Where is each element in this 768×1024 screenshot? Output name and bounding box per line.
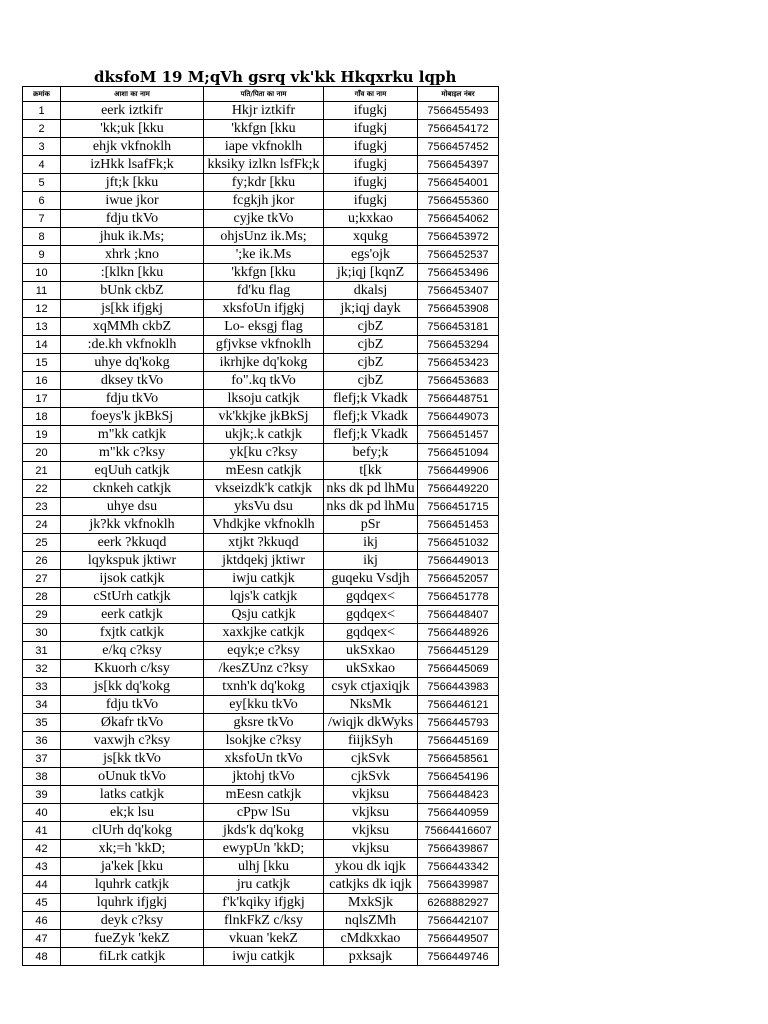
asha-name-cell: lqykspuk jktiwr	[61, 552, 204, 570]
village-name-cell: ikj	[324, 552, 418, 570]
serial-number-cell: 11	[23, 282, 61, 300]
village-name-cell: fiijkSyh	[324, 732, 418, 750]
table-row	[23, 750, 499, 768]
mobile-number-cell: 7566448423	[418, 786, 499, 804]
table-row	[23, 912, 499, 930]
serial-number-cell: 27	[23, 570, 61, 588]
table-row	[23, 498, 499, 516]
husband-father-name-cell: Vhdkjke vkfnoklh	[204, 516, 324, 534]
asha-name-cell: fxjtk catkjk	[61, 624, 204, 642]
serial-number-cell: 44	[23, 876, 61, 894]
husband-father-name-cell: vk'kkjke jkBkSj	[204, 408, 324, 426]
table-row	[23, 876, 499, 894]
mobile-number-cell: 7566449746	[418, 948, 499, 966]
village-name-cell: cjkSvk	[324, 750, 418, 768]
serial-number-cell: 45	[23, 894, 61, 912]
village-name-cell: cjbZ	[324, 336, 418, 354]
husband-father-name-cell: cyjke tkVo	[204, 210, 324, 228]
table-row	[23, 462, 499, 480]
table-row	[23, 210, 499, 228]
serial-number-cell: 8	[23, 228, 61, 246]
mobile-number-cell: 7566453407	[418, 282, 499, 300]
serial-number-cell: 35	[23, 714, 61, 732]
village-name-cell: flefj;k Vkadk	[324, 426, 418, 444]
serial-number-cell: 10	[23, 264, 61, 282]
mobile-number-cell: 7566454172	[418, 120, 499, 138]
village-name-cell: cjbZ	[324, 354, 418, 372]
village-name-cell: catkjks dk iqjk	[324, 876, 418, 894]
mobile-number-cell: 7566446121	[418, 696, 499, 714]
asha-name-cell: jhuk ik.Ms;	[61, 228, 204, 246]
husband-father-name-cell: ';ke ik.Ms	[204, 246, 324, 264]
asha-name-cell: latks catkjk	[61, 786, 204, 804]
serial-number-cell: 21	[23, 462, 61, 480]
village-name-cell: ikj	[324, 534, 418, 552]
asha-name-cell: ek;k lsu	[61, 804, 204, 822]
mobile-number-cell: 7566451094	[418, 444, 499, 462]
mobile-number-cell: 7566453423	[418, 354, 499, 372]
table-row	[23, 174, 499, 192]
village-name-cell: ukSxkao	[324, 642, 418, 660]
asha-name-cell: fdju tkVo	[61, 390, 204, 408]
serial-number-cell: 32	[23, 660, 61, 678]
serial-number-cell: 2	[23, 120, 61, 138]
mobile-number-cell: 7566457452	[418, 138, 499, 156]
mobile-number-cell: 7566452537	[418, 246, 499, 264]
mobile-number-cell: 7566454001	[418, 174, 499, 192]
asha-name-cell: bUnk ckbZ	[61, 282, 204, 300]
table-row	[23, 282, 499, 300]
asha-name-cell: cknkeh catkjk	[61, 480, 204, 498]
village-name-cell: nqlsZMh	[324, 912, 418, 930]
mobile-number-cell: 7566453972	[418, 228, 499, 246]
serial-number-cell: 14	[23, 336, 61, 354]
village-name-cell: cjbZ	[324, 318, 418, 336]
table-row	[23, 804, 499, 822]
serial-number-cell: 38	[23, 768, 61, 786]
mobile-number-cell: 7566453294	[418, 336, 499, 354]
husband-father-name-cell: xaxkjke catkjk	[204, 624, 324, 642]
serial-number-cell: 18	[23, 408, 61, 426]
village-name-cell: csyk ctjaxiqjk	[324, 678, 418, 696]
serial-number-cell: 25	[23, 534, 61, 552]
table-row	[23, 786, 499, 804]
serial-number-cell: 29	[23, 606, 61, 624]
serial-number-cell: 19	[23, 426, 61, 444]
table-row	[23, 372, 499, 390]
table-row	[23, 714, 499, 732]
asha-name-cell: eqUuh catkjk	[61, 462, 204, 480]
asha-name-cell: uhye dq'kokg	[61, 354, 204, 372]
asha-name-cell: eerk iztkifr	[61, 102, 204, 120]
serial-number-cell: 9	[23, 246, 61, 264]
table-row	[23, 696, 499, 714]
husband-father-name-cell: lsokjke c?ksy	[204, 732, 324, 750]
village-name-cell: nks dk pd lhMu	[324, 498, 418, 516]
table-row	[23, 444, 499, 462]
mobile-number-cell: 7566455360	[418, 192, 499, 210]
header-village-name: गाँव का नाम	[324, 87, 418, 102]
table-row	[23, 660, 499, 678]
serial-number-cell: 43	[23, 858, 61, 876]
village-name-cell: flefj;k Vkadk	[324, 390, 418, 408]
mobile-number-cell: 7566448751	[418, 390, 499, 408]
asha-name-cell: fueZyk 'kekZ	[61, 930, 204, 948]
mobile-number-cell: 7566453496	[418, 264, 499, 282]
husband-father-name-cell: ukjk;.k catkjk	[204, 426, 324, 444]
husband-father-name-cell: vkseizdk'k catkjk	[204, 480, 324, 498]
mobile-number-cell: 7566445069	[418, 660, 499, 678]
village-name-cell: vkjksu	[324, 840, 418, 858]
mobile-number-cell: 7566454397	[418, 156, 499, 174]
table-row	[23, 732, 499, 750]
table-row	[23, 336, 499, 354]
asha-name-cell: foeys'k jkBkSj	[61, 408, 204, 426]
village-name-cell: ukSxkao	[324, 660, 418, 678]
serial-number-cell: 7	[23, 210, 61, 228]
asha-name-cell: oUnuk tkVo	[61, 768, 204, 786]
asha-name-cell: deyk c?ksy	[61, 912, 204, 930]
mobile-number-cell: 7566439867	[418, 840, 499, 858]
husband-father-name-cell: ewypUn 'kkD;	[204, 840, 324, 858]
asha-name-cell: xhrk ;kno	[61, 246, 204, 264]
village-name-cell: ifugkj	[324, 120, 418, 138]
asha-name-cell: iwue jkor	[61, 192, 204, 210]
village-name-cell: gqdqex<	[324, 624, 418, 642]
mobile-number-cell: 7566440959	[418, 804, 499, 822]
mobile-number-cell: 7566453908	[418, 300, 499, 318]
serial-number-cell: 4	[23, 156, 61, 174]
mobile-number-cell: 7566454062	[418, 210, 499, 228]
village-name-cell: pxksajk	[324, 948, 418, 966]
table-row	[23, 246, 499, 264]
mobile-number-cell: 7566443983	[418, 678, 499, 696]
serial-number-cell: 15	[23, 354, 61, 372]
table-row	[23, 552, 499, 570]
serial-number-cell: 6	[23, 192, 61, 210]
table-row	[23, 192, 499, 210]
asha-name-cell: jk?kk vkfnoklh	[61, 516, 204, 534]
village-name-cell: ifugkj	[324, 156, 418, 174]
village-name-cell: jk;iqj dayk	[324, 300, 418, 318]
asha-name-cell: eerk catkjk	[61, 606, 204, 624]
table-row	[23, 138, 499, 156]
husband-father-name-cell: fd'ku flag	[204, 282, 324, 300]
husband-father-name-cell: eqyk;e c?ksy	[204, 642, 324, 660]
village-name-cell: egs'ojk	[324, 246, 418, 264]
husband-father-name-cell: lksoju catkjk	[204, 390, 324, 408]
mobile-number-cell: 7566449507	[418, 930, 499, 948]
header-asha-name: आशा का नाम	[61, 87, 204, 102]
table-row	[23, 516, 499, 534]
asha-name-cell: js[kk dq'kokg	[61, 678, 204, 696]
serial-number-cell: 16	[23, 372, 61, 390]
serial-number-cell: 40	[23, 804, 61, 822]
husband-father-name-cell: jru catkjk	[204, 876, 324, 894]
husband-father-name-cell: mEesn catkjk	[204, 786, 324, 804]
husband-father-name-cell: /kesZUnz c?ksy	[204, 660, 324, 678]
table-row	[23, 822, 499, 840]
serial-number-cell: 26	[23, 552, 61, 570]
mobile-number-cell: 7566449073	[418, 408, 499, 426]
serial-number-cell: 22	[23, 480, 61, 498]
village-name-cell: pSr	[324, 516, 418, 534]
asha-name-cell: :de.kh vkfnoklh	[61, 336, 204, 354]
asha-name-cell: lquhrk ifjgkj	[61, 894, 204, 912]
mobile-number-cell: 7566451715	[418, 498, 499, 516]
mobile-number-cell: 7566449220	[418, 480, 499, 498]
serial-number-cell: 24	[23, 516, 61, 534]
serial-number-cell: 34	[23, 696, 61, 714]
village-name-cell: /wiqjk dkWyks	[324, 714, 418, 732]
serial-number-cell: 47	[23, 930, 61, 948]
asha-name-cell: fiLrk catkjk	[61, 948, 204, 966]
husband-father-name-cell: cPpw lSu	[204, 804, 324, 822]
village-name-cell: MxkSjk	[324, 894, 418, 912]
table-row	[23, 156, 499, 174]
asha-name-cell: xqMMh ckbZ	[61, 318, 204, 336]
village-name-cell: ifugkj	[324, 102, 418, 120]
table-row	[23, 120, 499, 138]
asha-name-cell: clUrh dq'kokg	[61, 822, 204, 840]
husband-father-name-cell: jkds'k dq'kokg	[204, 822, 324, 840]
village-name-cell: befy;k	[324, 444, 418, 462]
husband-father-name-cell: gksre tkVo	[204, 714, 324, 732]
asha-name-cell: xk;=h 'kkD;	[61, 840, 204, 858]
village-name-cell: cjbZ	[324, 372, 418, 390]
mobile-number-cell: 7566448926	[418, 624, 499, 642]
husband-father-name-cell: lqjs'k catkjk	[204, 588, 324, 606]
asha-name-cell: cStUrh catkjk	[61, 588, 204, 606]
husband-father-name-cell: iwju catkjk	[204, 570, 324, 588]
table-header-row	[23, 87, 499, 102]
serial-number-cell: 31	[23, 642, 61, 660]
asha-name-cell: jft;k [kku	[61, 174, 204, 192]
serial-number-cell: 48	[23, 948, 61, 966]
serial-number-cell: 3	[23, 138, 61, 156]
table-row	[23, 858, 499, 876]
asha-name-cell: m"kk catkjk	[61, 426, 204, 444]
village-name-cell: cMdkxkao	[324, 930, 418, 948]
serial-number-cell: 20	[23, 444, 61, 462]
serial-number-cell: 36	[23, 732, 61, 750]
table-body	[23, 102, 499, 966]
table-row	[23, 678, 499, 696]
asha-name-cell: js[kk ifjgkj	[61, 300, 204, 318]
mobile-number-cell: 7566452057	[418, 570, 499, 588]
husband-father-name-cell: f'k'kqiky ifjgkj	[204, 894, 324, 912]
table-row	[23, 264, 499, 282]
asha-name-cell: izHkk lsafFk;k	[61, 156, 204, 174]
table-row	[23, 354, 499, 372]
village-name-cell: ykou dk iqjk	[324, 858, 418, 876]
table-row	[23, 624, 499, 642]
village-name-cell: nks dk pd lhMu	[324, 480, 418, 498]
serial-number-cell: 46	[23, 912, 61, 930]
husband-father-name-cell: xtjkt ?kkuqd	[204, 534, 324, 552]
document-title: dksfoM 19 M;qVh gsrq vk'kk Hkqxrku lqph	[94, 68, 457, 86]
asha-name-cell: e/kq c?ksy	[61, 642, 204, 660]
mobile-number-cell: 7566445793	[418, 714, 499, 732]
mobile-number-cell: 7566451032	[418, 534, 499, 552]
husband-father-name-cell: jktdqekj jktiwr	[204, 552, 324, 570]
serial-number-cell: 39	[23, 786, 61, 804]
husband-father-name-cell: xksfoUn ifjgkj	[204, 300, 324, 318]
asha-name-cell: lquhrk catkjk	[61, 876, 204, 894]
village-name-cell: ifugkj	[324, 174, 418, 192]
table-row	[23, 300, 499, 318]
husband-father-name-cell: ikrhjke dq'kokg	[204, 354, 324, 372]
husband-father-name-cell: iape vkfnoklh	[204, 138, 324, 156]
asha-name-cell: m"kk c?ksy	[61, 444, 204, 462]
husband-father-name-cell: iwju catkjk	[204, 948, 324, 966]
husband-father-name-cell: 'kkfgn [kku	[204, 120, 324, 138]
table-row	[23, 228, 499, 246]
asha-payment-table	[22, 86, 499, 966]
asha-name-cell: ja'kek [kku	[61, 858, 204, 876]
husband-father-name-cell: fo".kq tkVo	[204, 372, 324, 390]
serial-number-cell: 41	[23, 822, 61, 840]
serial-number-cell: 33	[23, 678, 61, 696]
serial-number-cell: 17	[23, 390, 61, 408]
asha-name-cell: fdju tkVo	[61, 210, 204, 228]
table-row	[23, 570, 499, 588]
asha-name-cell: :[klkn [kku	[61, 264, 204, 282]
asha-name-cell: js[kk tkVo	[61, 750, 204, 768]
header-serial-number: क्रमांक	[23, 87, 61, 102]
husband-father-name-cell: txnh'k dq'kokg	[204, 678, 324, 696]
header-husband-father-name: पति/पिता का नाम	[204, 87, 324, 102]
husband-father-name-cell: Qsju catkjk	[204, 606, 324, 624]
mobile-number-cell: 7566458561	[418, 750, 499, 768]
serial-number-cell: 37	[23, 750, 61, 768]
husband-father-name-cell: mEesn catkjk	[204, 462, 324, 480]
husband-father-name-cell: xksfoUn tkVo	[204, 750, 324, 768]
asha-name-cell: ijsok catkjk	[61, 570, 204, 588]
village-name-cell: flefj;k Vkadk	[324, 408, 418, 426]
serial-number-cell: 5	[23, 174, 61, 192]
table-row	[23, 606, 499, 624]
asha-name-cell: uhye dsu	[61, 498, 204, 516]
husband-father-name-cell: vkuan 'kekZ	[204, 930, 324, 948]
village-name-cell: NksMk	[324, 696, 418, 714]
serial-number-cell: 1	[23, 102, 61, 120]
table-row	[23, 948, 499, 966]
husband-father-name-cell: Lo- eksgj flag	[204, 318, 324, 336]
village-name-cell: ifugkj	[324, 192, 418, 210]
village-name-cell: u;kxkao	[324, 210, 418, 228]
mobile-number-cell: 7566445169	[418, 732, 499, 750]
header-mobile-number: मोबाइल नंबर	[418, 87, 499, 102]
asha-name-cell: ehjk vkfnoklh	[61, 138, 204, 156]
husband-father-name-cell: jktohj tkVo	[204, 768, 324, 786]
serial-number-cell: 13	[23, 318, 61, 336]
mobile-number-cell: 7566453181	[418, 318, 499, 336]
mobile-number-cell: 7566449906	[418, 462, 499, 480]
asha-name-cell: eerk ?kkuqd	[61, 534, 204, 552]
asha-name-cell: Økafr tkVo	[61, 714, 204, 732]
mobile-number-cell: 7566451453	[418, 516, 499, 534]
husband-father-name-cell: 'kkfgn [kku	[204, 264, 324, 282]
serial-number-cell: 28	[23, 588, 61, 606]
mobile-number-cell: 7566448407	[418, 606, 499, 624]
mobile-number-cell: 7566453683	[418, 372, 499, 390]
table-row	[23, 318, 499, 336]
table-row	[23, 768, 499, 786]
table-row	[23, 426, 499, 444]
mobile-number-cell: 7566442107	[418, 912, 499, 930]
table-row	[23, 480, 499, 498]
serial-number-cell: 30	[23, 624, 61, 642]
asha-name-cell: dksey tkVo	[61, 372, 204, 390]
husband-father-name-cell: gfjvkse vkfnoklh	[204, 336, 324, 354]
husband-father-name-cell: ey[kku tkVo	[204, 696, 324, 714]
village-name-cell: dkalsj	[324, 282, 418, 300]
village-name-cell: cjkSvk	[324, 768, 418, 786]
mobile-number-cell: 7566451778	[418, 588, 499, 606]
husband-father-name-cell: yksVu dsu	[204, 498, 324, 516]
village-name-cell: guqeku Vsdjh	[324, 570, 418, 588]
table-row	[23, 588, 499, 606]
husband-father-name-cell: kksiky izlkn lsfFk;k	[204, 156, 324, 174]
asha-name-cell: vaxwjh c?ksy	[61, 732, 204, 750]
table-row	[23, 408, 499, 426]
village-name-cell: xqukg	[324, 228, 418, 246]
mobile-number-cell: 7566439987	[418, 876, 499, 894]
table-row	[23, 102, 499, 120]
table-row	[23, 840, 499, 858]
asha-name-cell: fdju tkVo	[61, 696, 204, 714]
husband-father-name-cell: fcgkjh jkor	[204, 192, 324, 210]
mobile-number-cell: 7566443342	[418, 858, 499, 876]
table-row	[23, 534, 499, 552]
mobile-number-cell: 7566445129	[418, 642, 499, 660]
table-row	[23, 642, 499, 660]
asha-name-cell: Kkuorh c/ksy	[61, 660, 204, 678]
village-name-cell: vkjksu	[324, 822, 418, 840]
mobile-number-cell: 7566449013	[418, 552, 499, 570]
husband-father-name-cell: flnkFkZ c/ksy	[204, 912, 324, 930]
mobile-number-cell: 7566451457	[418, 426, 499, 444]
village-name-cell: vkjksu	[324, 804, 418, 822]
village-name-cell: t[kk	[324, 462, 418, 480]
village-name-cell: jk;iqj [kqnZ	[324, 264, 418, 282]
husband-father-name-cell: ulhj [kku	[204, 858, 324, 876]
village-name-cell: gqdqex<	[324, 588, 418, 606]
mobile-number-cell: 7566455493	[418, 102, 499, 120]
husband-father-name-cell: fy;kdr [kku	[204, 174, 324, 192]
husband-father-name-cell: yk[ku c?ksy	[204, 444, 324, 462]
serial-number-cell: 23	[23, 498, 61, 516]
table-row	[23, 894, 499, 912]
table-row	[23, 390, 499, 408]
asha-name-cell: 'kk;uk [kku	[61, 120, 204, 138]
husband-father-name-cell: Hkjr iztkifr	[204, 102, 324, 120]
mobile-number-cell: 6268882927	[418, 894, 499, 912]
serial-number-cell: 42	[23, 840, 61, 858]
village-name-cell: gqdqex<	[324, 606, 418, 624]
serial-number-cell: 12	[23, 300, 61, 318]
mobile-number-cell: 7566454196	[418, 768, 499, 786]
village-name-cell: vkjksu	[324, 786, 418, 804]
table-row	[23, 930, 499, 948]
mobile-number-cell: 75664416607	[418, 822, 499, 840]
husband-father-name-cell: ohjsUnz ik.Ms;	[204, 228, 324, 246]
village-name-cell: ifugkj	[324, 138, 418, 156]
